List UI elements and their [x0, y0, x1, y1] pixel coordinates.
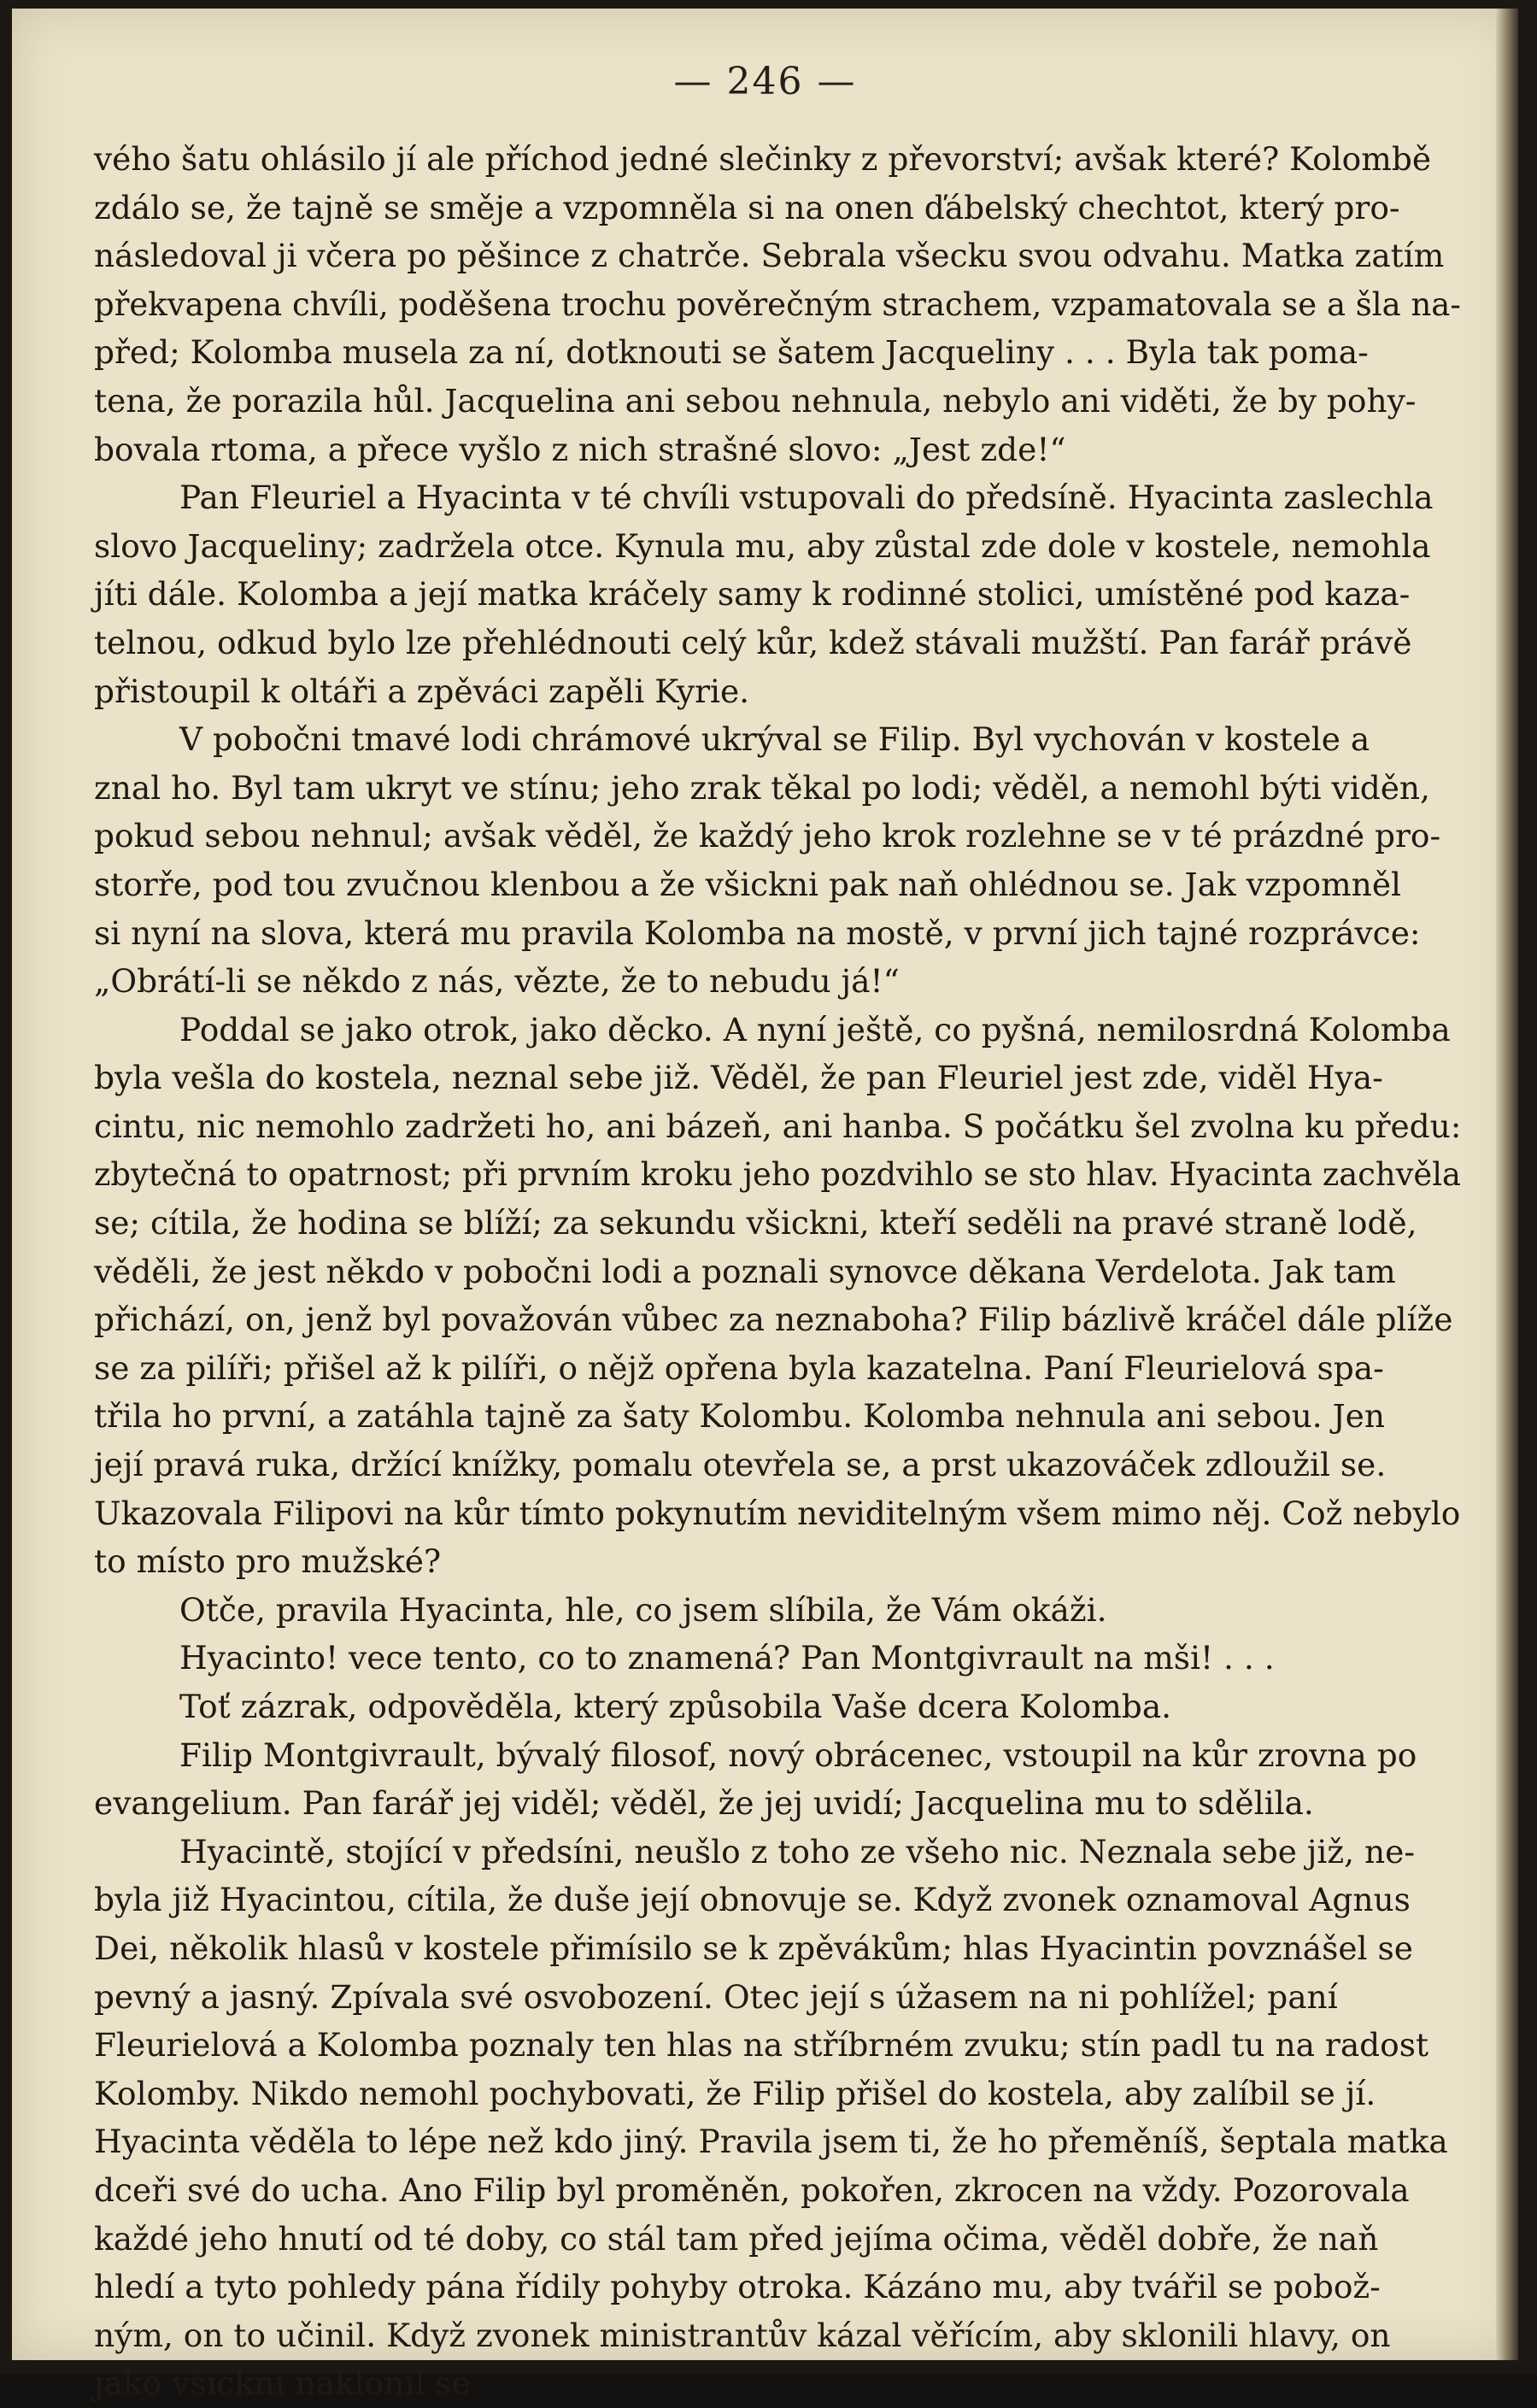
text-line: dceři své do ucha. Ano Filip byl proměněn, pokořen, zkrocen na vždy. Pozorovala — [94, 2170, 1410, 2209]
paragraph — [94, 1828, 1461, 2408]
paragraph — [94, 1731, 1461, 1828]
text-line: hledí a tyto pohledy pána řídily pohyby otroka. Kázáno mu, aby tvářil se pobož- — [94, 2268, 1381, 2306]
paragraph — [94, 473, 1461, 715]
text-line: cintu, nic nemohlo zadržeti ho, ani bázeň, ani hanba. S počátku šel zvolna ku předu: — [94, 1107, 1462, 1145]
paragraph — [94, 1586, 1461, 1635]
text-line: Filip Montgivrault, bývalý filosof, nový obrácenec, vstoupil na kůr zrovna po — [179, 1736, 1417, 1774]
text-line: její pravá ruka, držící knížky, pomalu otevřela se, a prst ukazováček zdloužil se. — [94, 1446, 1387, 1484]
text-line: Ukazovala Filipovi na kůr tímto pokynutím neviditelným všem mimo něj. Což nebylo — [94, 1494, 1461, 1532]
text-line: se za pilíři; přišel až k pilíři, o nějž opřena byla kazatelna. Paní Fleurielová spa- — [94, 1348, 1384, 1387]
paragraph — [94, 1006, 1461, 1586]
text-line: Dei, několik hlasů v kostele přimísilo se k zpěvákům; hlas Hyacintin povznášel se — [94, 1929, 1413, 1967]
text-line: Toť zázrak, odpověděla, který způsobila Vaše dcera Kolomba. — [179, 1688, 1172, 1725]
text-line: jako všickni naklonil se — [94, 2364, 471, 2403]
text-line: si nyní na slova, která mu pravila Kolomba na mostě, v první jich tajné rozprávce: — [94, 913, 1421, 952]
text-line: pokud sebou nehnul; avšak věděl, že každý jeho krok rozlehne se v té prázdné pro- — [94, 817, 1441, 855]
text-line: byla již Hyacintou, cítila, že duše její obnovuje se. Když zvonek oznamoval Agnus — [94, 1881, 1411, 1919]
text-line: každé jeho hnutí od té doby, co stál tam před jejíma očima, věděl dobře, že naň — [94, 2219, 1379, 2258]
text-line: jíti dále. Kolomba a její matka kráčely samy k rodinné stolici, umístěné pod kaza- — [94, 575, 1411, 614]
text-line: Otče, pravila Hyacinta, hle, co jsem slíbila, že Vám okáži. — [179, 1590, 1107, 1629]
text-line: evangelium. Pan farář jej viděl; věděl, že jej uvidí; Jacquelina mu to sdělila. — [94, 1784, 1314, 1823]
text-line: zdálo se, že tajně se směje a vzpomněla si na onen ďábelský chechtot, který pro- — [94, 188, 1400, 226]
text-line: před; Kolomba musela za ní, dotknouti se šatem Jacqueliny . . . Byla tak poma- — [94, 333, 1369, 372]
paragraph — [94, 1683, 1461, 1731]
text-line: storře, pod tou zvučnou klenbou a že všickni pak naň ohlédnou se. Jak vzpomněl — [94, 865, 1402, 903]
text-line: vého šatu ohlásilo jí ale příchod jedné slečinky z převorství; avšak které? Kolombě — [94, 140, 1432, 178]
text-line: Hyacintě, stojící v předsíni, neušlo z toho ze všeho nic. Neznala sebe již, ne- — [179, 1832, 1416, 1871]
page-number: — 246 — — [673, 60, 857, 103]
paragraph — [94, 715, 1461, 1006]
text-line: to místo pro mužské? — [94, 1542, 442, 1581]
paragraph — [94, 1634, 1461, 1683]
text-line: pevný a jasný. Zpívala své osvobození. Otec její s úžasem na ni pohlížel; paní — [94, 1977, 1338, 2016]
text-line: znal ho. Byl tam ukryt ve stínu; jeho zrak těkal po lodi; věděl, a nemohl býti viděn, — [94, 768, 1430, 807]
text-line: Hyacinto! vece tento, co to znamená? Pan Montgivrault na mši! . . . — [179, 1639, 1275, 1677]
text-line: byla vešla do kostela, neznal sebe již. Věděl, že pan Fleuriel jest zde, viděl Hya- — [94, 1059, 1383, 1097]
text-line: telnou, odkud bylo lze přehlédnouti celý kůr, kdež stávali mužští. Pan farář právě — [94, 623, 1412, 661]
text-line: ným, on to učinil. Když zvonek ministrantův kázal věřícím, aby sklonili hlavy, on — [94, 2316, 1391, 2354]
text-line: bovala rtoma, a přece vyšlo z nich strašné slovo: „Jest zde!“ — [94, 430, 1066, 468]
text-line: slovo Jacqueliny; zadržela otce. Kynula mu, aby zůstal zde dole v kostele, nemohla — [94, 526, 1431, 565]
book-page — [12, 9, 1518, 2403]
page-binding-edge — [1496, 9, 1518, 2360]
text-line: Kolomby. Nikdo nemohl pochybovati, že Filip přišel do kostela, aby zalíbil se jí. — [94, 2074, 1376, 2112]
text-line: Pan Fleuriel a Hyacinta v té chvíli vstupovali do předsíně. Hyacinta zaslechla — [179, 479, 1434, 517]
text-line: Poddal se jako otrok, jako děcko. A nyní ještě, co pyšná, nemilosrdná Kolomba — [179, 1010, 1451, 1048]
paragraph — [94, 135, 1461, 473]
text-line: Hyacinta věděla to lépe než kdo jiný. Pravila jsem ti, že ho přeměníš, šeptala matka — [94, 2123, 1448, 2161]
text-line: se; cítila, že hodina se blíží; za sekundu všickni, kteří seděli na pravé straně lodě, — [94, 1204, 1417, 1242]
text-line: „Obrátí-li se někdo z nás, vězte, že to nebudu já!“ — [94, 962, 900, 1001]
text-line: Fleurielová a Kolomba poznaly ten hlas na stříbrném zvuku; stín padl tu na radost — [94, 2026, 1429, 2064]
text-line: následoval ji včera po pěšince z chatrče. Sebrala všecku svou odvahu. Matka zatím — [94, 237, 1445, 275]
text-line: přichází, on, jenž byl považován vůbec za neznaboha? Filip bázlivě kráčel dále plíže — [94, 1301, 1453, 1339]
text-line: zbytečná to opatrnost; při prvním kroku jeho pozdvihlo se sto hlav. Hyacinta zachvěla — [94, 1155, 1461, 1194]
text-line: překvapena chvíli, poděšena trochu pověrečným strachem, vzpamatovala se a šla na- — [94, 285, 1461, 323]
text-line: tena, že porazila hůl. Jacquelina ani sebou nehnula, nebylo ani viděti, že by pohy- — [94, 381, 1417, 420]
text-line: věděli, že jest někdo v pobočni lodi a poznali synovce děkana Verdelota. Jak tam — [94, 1252, 1396, 1290]
page-body-text — [94, 135, 1461, 2408]
text-line: V pobočni tmavé lodi chrámové ukrýval se Filip. Byl vychován v kostele a — [179, 720, 1370, 759]
text-line: třila ho první, a zatáhla tajně za šaty Kolombu. Kolomba nehnula ani sebou. Jen — [94, 1397, 1385, 1436]
text-line: přistoupil k oltáři a zpěváci zapěli Kyrie. — [94, 672, 750, 710]
